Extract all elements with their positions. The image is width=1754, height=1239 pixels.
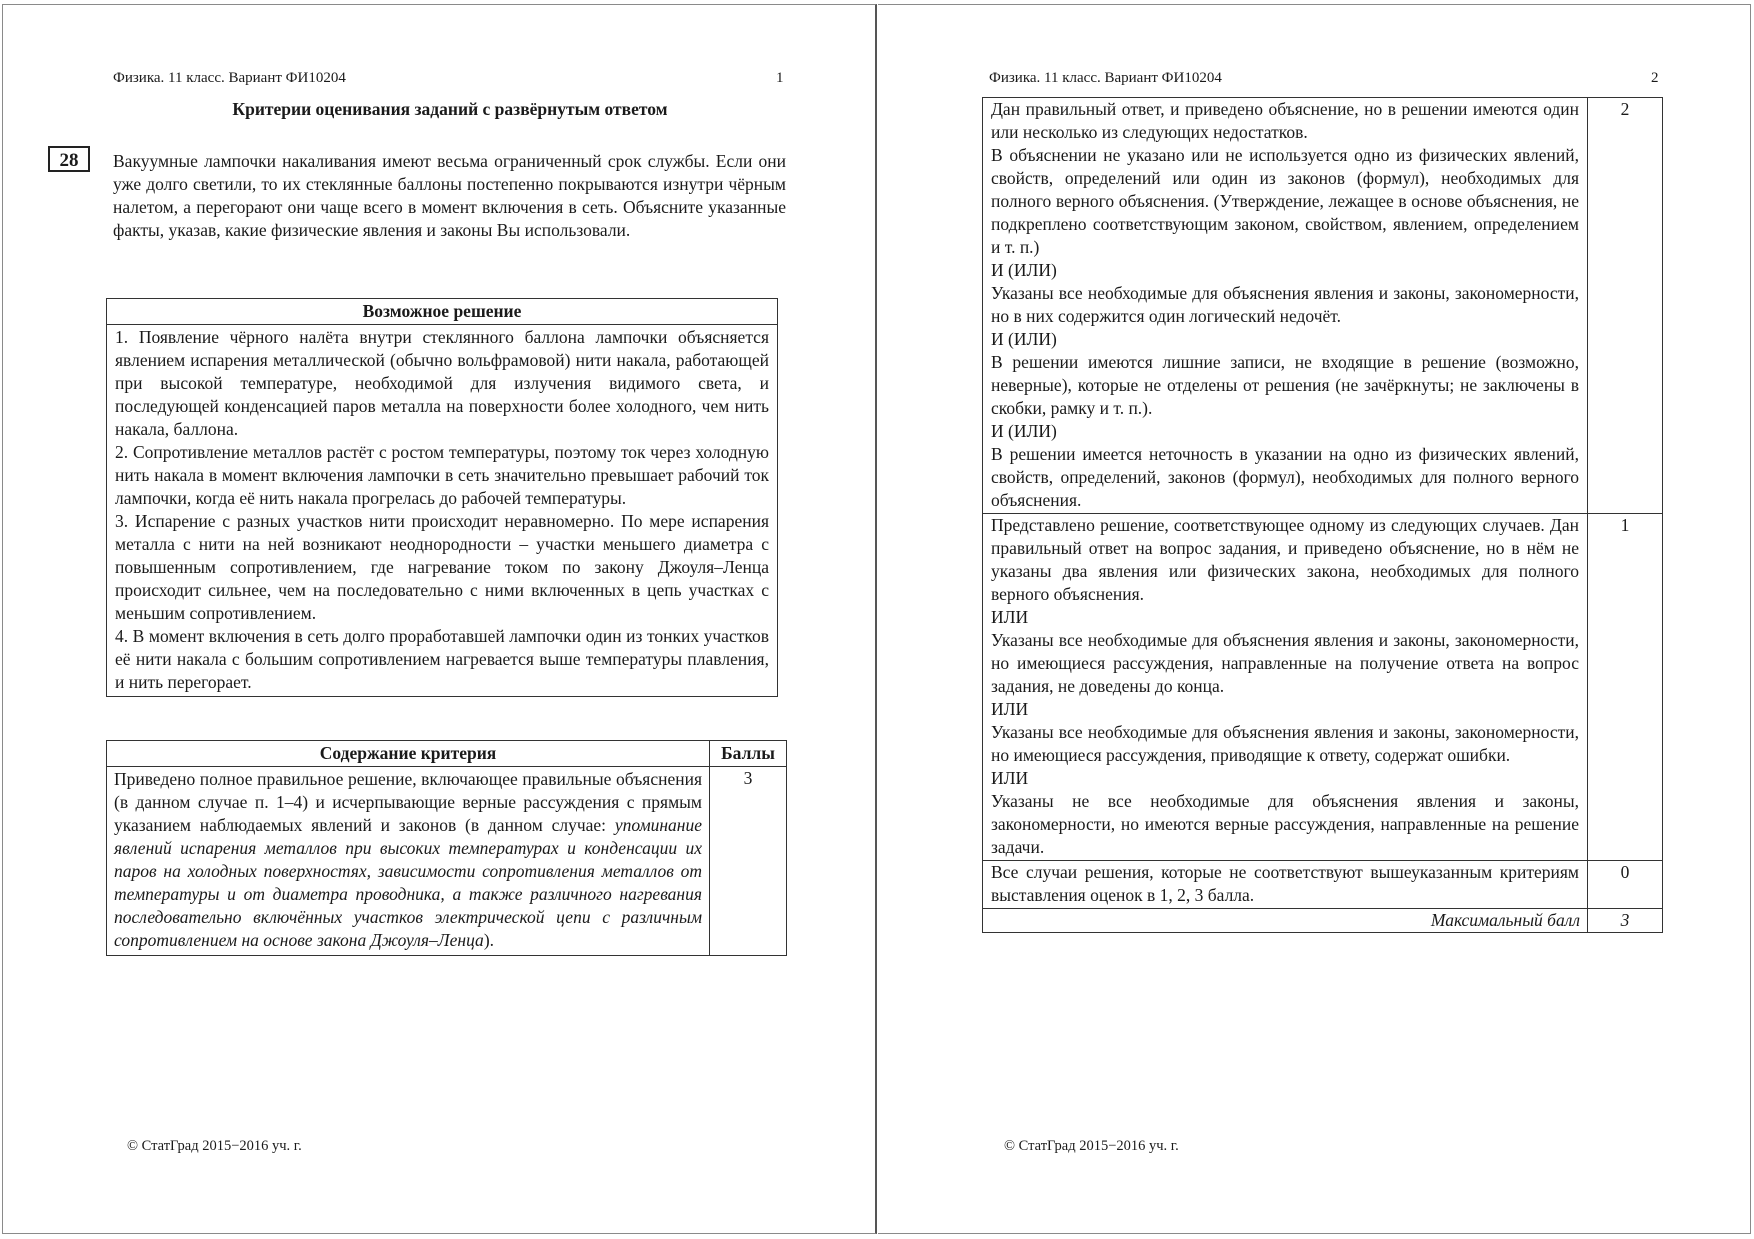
criterion-2-points: 2 (1588, 98, 1663, 514)
criterion-1-text (983, 514, 1588, 861)
criterion-2-para: Указаны все необходимые для объяснения явления и законы, закономерности, но в них содержится один логический недочёт. (991, 283, 1579, 326)
criteria-table-continued (982, 97, 1663, 933)
criterion-2-text (983, 98, 1588, 514)
criterion-2-para: В объяснении не указано или не используется одно из физических явлений, свойств, определений или один из законов (формул), необходимых для полного верного объяснения. (Утверждение, лежащее в основе объяснения, не подкреплено соответствующим законом, свойством, явлением, определением и т. п.) (991, 145, 1579, 257)
solution-header: Возможное решение (107, 299, 778, 325)
criterion-1-para: Указаны все необходимые для объяснения явления и законы, закономерности, но имеющиеся рассуждения, направленные на получение ответа на вопрос задания, не доведены до конца. (991, 630, 1579, 696)
page-number-left: 1 (776, 70, 784, 86)
page-header-right: Физика. 11 класс. Вариант ФИ10204 (989, 70, 1222, 86)
criterion-2-separator: И (ИЛИ) (991, 260, 1057, 280)
criteria-header: Содержание критерия (107, 741, 710, 767)
page-right (878, 0, 1754, 1239)
solution-table (106, 298, 778, 697)
solution-item-2: 2. Сопротивление металлов растёт с ростом температуры, поэтому ток через холодную нить накала в момент включения лампочки в сеть значительно превышает рабочий ток лампочки, когда её нить накала прогрелась до рабочей температуры. (115, 442, 769, 508)
criterion-3-end: ). (483, 930, 495, 950)
criterion-1-separator: ИЛИ (991, 607, 1029, 627)
page-number-right: 2 (1651, 70, 1659, 86)
criterion-3-italic: упоминание явлений испарения металлов при высоких температурах и конденсации их паров на холодных поверхностях, зависимости сопротивления металлов от температуры и от диаметра проводника, а также различного нагревания последовательно включённых участков электрической цепи с различным сопротивлением на основе закона Джоуля–Ленца (114, 815, 702, 950)
criterion-0-points: 0 (1588, 861, 1663, 909)
max-score-value: 3 (1588, 909, 1663, 933)
solution-body (107, 325, 778, 697)
criterion-2-separator: И (ИЛИ) (991, 421, 1057, 441)
page-header-left: Физика. 11 класс. Вариант ФИ10204 (113, 70, 346, 86)
solution-item-3: 3. Испарение с разных участков нити происходит неравномерно. По мере испарения металла с нити на ней возникают неоднородности – участки меньшего диаметра с повышенным сопротивлением, где нагревание током по закону Джоуля–Ленца происходит сильнее, чем на последовательно с ними включенных в цепь участках с меньшим сопротивлением. (115, 511, 769, 623)
criterion-2-para: В решении имеются лишние записи, не входящие в решение (возможно, неверные), которые не отделены от решения (не зачёркнуты; не заключены в скобки, рамку и т. п.). (991, 352, 1579, 418)
criterion-3-plain: Приведено полное правильное решение, включающее правильные объяснения (в данном случае п. 1–4) и исчерпывающие верные рассуждения с прямым указанием наблюдаемых явлений и законов (в данном случае: (114, 769, 702, 835)
criterion-1-separator: ИЛИ (991, 768, 1029, 788)
page-title: Критерии оценивания заданий с развёрнутым ответом (232, 99, 668, 119)
criterion-0-text: Все случаи решения, которые не соответствуют вышеуказанным критериям выставления оценок в 1, 2, 3 балла. (983, 861, 1588, 909)
criterion-3-points: 3 (710, 767, 787, 956)
criterion-1-separator: ИЛИ (991, 699, 1029, 719)
criterion-3-text (107, 767, 710, 956)
criterion-2-para: Дан правильный ответ, и приведено объяснение, но в решении имеются один или несколько из следующих недостатков. (991, 99, 1579, 142)
criteria-table (106, 740, 787, 956)
criterion-2-separator: И (ИЛИ) (991, 329, 1057, 349)
points-header: Баллы (710, 741, 787, 767)
criterion-1-para: Представлено решение, соответствующее одному из следующих случаев. Дан правильный ответ на вопрос задания, и приведено объяснение, но в нём не указаны два явления или физических закона, необходимых для полного верного объяснения. (991, 515, 1579, 604)
criterion-1-para: Указаны не все необходимые для объяснения явления и законы, закономерности, но имеются верные рассуждения, направленные на решение задачи. (991, 791, 1579, 857)
solution-item-1: 1. Появление чёрного налёта внутри стеклянного баллона лампочки объясняется явлением испарения металлической (обычно вольфрамовой) нити накала, работающей при высокой температуре, необходимой для излучения видимого света, и последующей конденсацией паров металла на поверхности более холодного, чем нить накала, баллона. (115, 327, 769, 439)
criterion-1-points: 1 (1588, 514, 1663, 861)
footer-right: © СтатГрад 2015−2016 уч. г. (1004, 1138, 1179, 1154)
solution-item-4: 4. В момент включения в сеть долго проработавшей лампочки один из тонких участков её нити накала с большим сопротивлением нагревается выше температуры плавления, и нить перегорает. (115, 626, 769, 692)
task-number-box: 28 (48, 146, 90, 172)
max-score-label: Максимальный балл (983, 909, 1588, 933)
criterion-2-para: В решении имеется неточность в указании на одно из физических явлений, свойств, определений, законов (формул), необходимых для полного верного объяснения. (991, 444, 1579, 510)
problem-text: Вакуумные лампочки накаливания имеют весьма ограниченный срок службы. Если они уже долго светили, то их стеклянные баллоны постепенно покрываются изнутри чёрным налетом, а перегорают они чаще всего в момент включения в сеть. Объясните указанные факты, указав, какие физические явления и законы Вы использовали. (113, 151, 786, 240)
criterion-1-para: Указаны все необходимые для объяснения явления и законы, закономерности, но имеющиеся рассуждения, приводящие к ответу, содержат ошибки. (991, 722, 1579, 765)
footer-left: © СтатГрад 2015−2016 уч. г. (127, 1138, 302, 1154)
